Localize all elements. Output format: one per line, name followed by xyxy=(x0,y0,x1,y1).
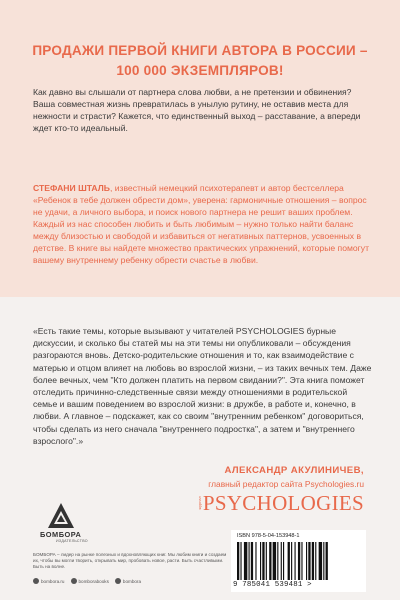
vk-icon xyxy=(71,578,77,584)
author-paragraph xyxy=(33,182,373,266)
review-quote: «Есть такие темы, которые вызывают у читателей PSYCHOLOGIES бурные дискуссии, и сколько бы статей мы на эти темы ни опубликовали – обсуждения разгораются вновь. Детско-родительские отношения и то, как взаимодействие с матерью и отцом влияет на любовь во взрослой жизни, – из таких вечных тем. Даже более вечных, чем "Кто должен платить на первом свидании?". Эта книга поможет отследить причинно-следственные связи между отношениями в родительской семье и вашим поведением во взрослой жизни: в дружбе, в работе и, конечно, в любви. А главное – подскажет, как со своим "внутренним ребенком" договориться, чтобы сделать из него сначала "внутреннего подростка", а затем и "внутреннего взрослого".» xyxy=(33,326,372,446)
psychologies-logo xyxy=(198,492,364,514)
publisher-logo xyxy=(38,502,102,546)
social-vk[interactable] xyxy=(71,578,109,584)
telegram-icon xyxy=(115,578,121,584)
author-description: , известный немецкий психотерапевт и автор бестселлера «Ребенок в тебе должен обрести дом», уверена: гармоничные отношения – вопрос не удачи, а личного выбора, и поиск нового партнера не решит ваших проблем. Каждый из нас способен любить и быть любимым – нужно только найти баланс между близостью и свободой и избавиться от негативных паттернов, усвоенных в детстве. В книге вы найдете множество практических упражнений, которые помогут вашему внутреннему ребенку обрести счастье в любви. xyxy=(33,183,370,265)
reviewer-role: главный редактор сайта Psychologies.ru xyxy=(208,479,364,489)
barcode-block xyxy=(231,530,366,592)
isbn-label: ISBN 978-5-04-153948-1 xyxy=(237,533,300,539)
social-site-label: bombora.ru xyxy=(41,578,65,584)
barcode-digits: 9 785041 539481 > xyxy=(233,581,312,589)
author-name-inline: СТЕФАНИ ШТАЛЬ xyxy=(33,183,110,193)
publisher-tagline: БОМБОРА – лидер на рынке полезных и вдохновляющих книг. Мы любим книги и создаем их, чтобы вы могли творить, открывать мир, пробовать новое, расти. Быть счастливыми. Быть на волне. xyxy=(33,552,227,569)
social-site[interactable] xyxy=(33,578,65,584)
publisher-sub: ИЗДАТЕЛЬСТВО xyxy=(56,539,88,543)
intro-paragraph: Как давно вы слышали от партнера слова любви, а не претензии и обвинения? Ваша совместная жизнь превратилась в унылую рутину, не оставив места для нежности и страсти? Кажется, что единственный выход – расставание, а впереди ждет кто-то идеальный. xyxy=(33,87,361,133)
publisher-name: БОМБОРА xyxy=(40,530,82,539)
social-vk-label: bomborabooks xyxy=(78,578,109,584)
globe-icon xyxy=(33,578,39,584)
barcode-icon xyxy=(237,542,360,580)
psychologies-logo-word: PSYCHOLOGIES xyxy=(202,491,364,515)
reviewer-name: АЛЕКСАНДР АКУЛИНИЧЕВ, xyxy=(224,465,364,476)
social-links xyxy=(33,578,141,584)
social-tg[interactable] xyxy=(115,578,141,584)
headline: ПРОДАЖИ ПЕРВОЙ КНИГИ АВТОРА В РОССИИ – 100 000 ЭКЗЕМПЛЯРОВ! xyxy=(32,43,368,78)
social-tg-label: bombora xyxy=(122,578,142,584)
publisher-logo-icon xyxy=(46,502,76,530)
psychologies-logo-prefix: журнал xyxy=(196,496,202,510)
